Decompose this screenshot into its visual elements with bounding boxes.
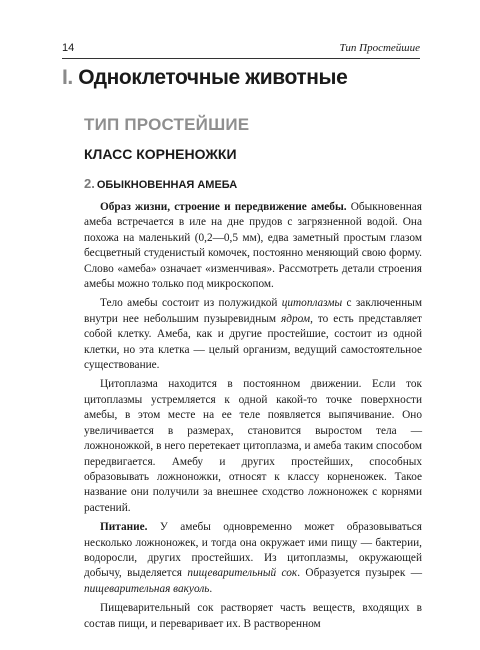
paragraph	[84, 520, 422, 597]
species-number: 2.	[84, 176, 95, 191]
paragraph-text: У амебы одновременно может образовываться несколько ложноножек, и тогда она окружает ими пищу — бактерии, водоросли, других простейших. Из цитоплазмы, окружающей добычу, выделяется	[84, 521, 422, 580]
paragraph-text: Обыкновенная амеба встречается в иле на дне прудов с загрязненной водой. Она похожа на маленький (0,2—0,5 мм), едва заметный простым глазом бесцветный студенистый комочек, постоянно меняющий свою форму. Слово «амеба» означает «изменчивая». Рассмотреть детали строения амебы можно только под микроскопом.	[84, 201, 422, 291]
chapter-number: I.	[62, 66, 73, 89]
paragraph	[84, 200, 422, 292]
type-title: ТИП ПРОСТЕЙШИЕ	[84, 115, 250, 134]
running-title: Тип Простейшие	[339, 42, 420, 54]
term-italic: пищеварительная вакуоль	[84, 582, 210, 595]
paragraph-lead: Образ жизни, строение и передвижение амебы.	[100, 201, 347, 213]
page-header	[62, 40, 420, 59]
body-text	[84, 200, 422, 632]
term-italic: ядром	[281, 312, 311, 325]
species-title-text: ОБЫКНОВЕННАЯ АМЕБА	[96, 179, 238, 191]
paragraph-text: Пищеварительный сок растворяет часть веществ, входящих в состав пищи, и переваривает их. В растворенном	[84, 602, 422, 630]
term-italic: цитоплазмы	[281, 297, 343, 310]
paragraph	[84, 296, 422, 373]
page-number: 14	[62, 42, 75, 54]
species-title	[84, 176, 237, 191]
paragraph-text: Тело амебы состоит из полужидкой	[100, 297, 282, 310]
class-title: КЛАСС КОРНЕНОЖКИ	[84, 146, 237, 162]
paragraph-lead: Питание.	[100, 521, 148, 534]
chapter-title	[62, 66, 347, 90]
paragraph-text: . Образуется пузырек —	[297, 567, 422, 580]
paragraph-text: Цитоплазма находится в постоянном движении. Если ток цитоплазмы устремляется к одной какой-то точке поверхности амебы, в этом месте на ее теле появляется выпячивание. Оно увеличивается в размерах, становится выростом тела — ложноножкой, в него перетекает цитоплазма, и амеба таким способом передвигается. Амебу и других простейших, способных образовывать ложноножки, относят к классу корненожек. Такое название они получили за внешнее сходство ложноножек с корнями растений.	[84, 378, 422, 514]
paragraph-text: с заключенным внутри нее небольшим пузыревидным	[84, 297, 422, 325]
paragraph	[84, 601, 422, 632]
paragraph-text: .	[209, 582, 213, 595]
paragraph-text: , то есть представляет собой клетку. Амеба, как и другие простейшие, состоит из одной клетки, но эта клетка — целый организм, ведущий самостоятельное существование.	[84, 312, 422, 372]
chapter-title-text: Одноклеточные животные	[72, 66, 348, 89]
paragraph	[84, 377, 422, 516]
term-italic: пищеварительный сок	[187, 567, 298, 580]
